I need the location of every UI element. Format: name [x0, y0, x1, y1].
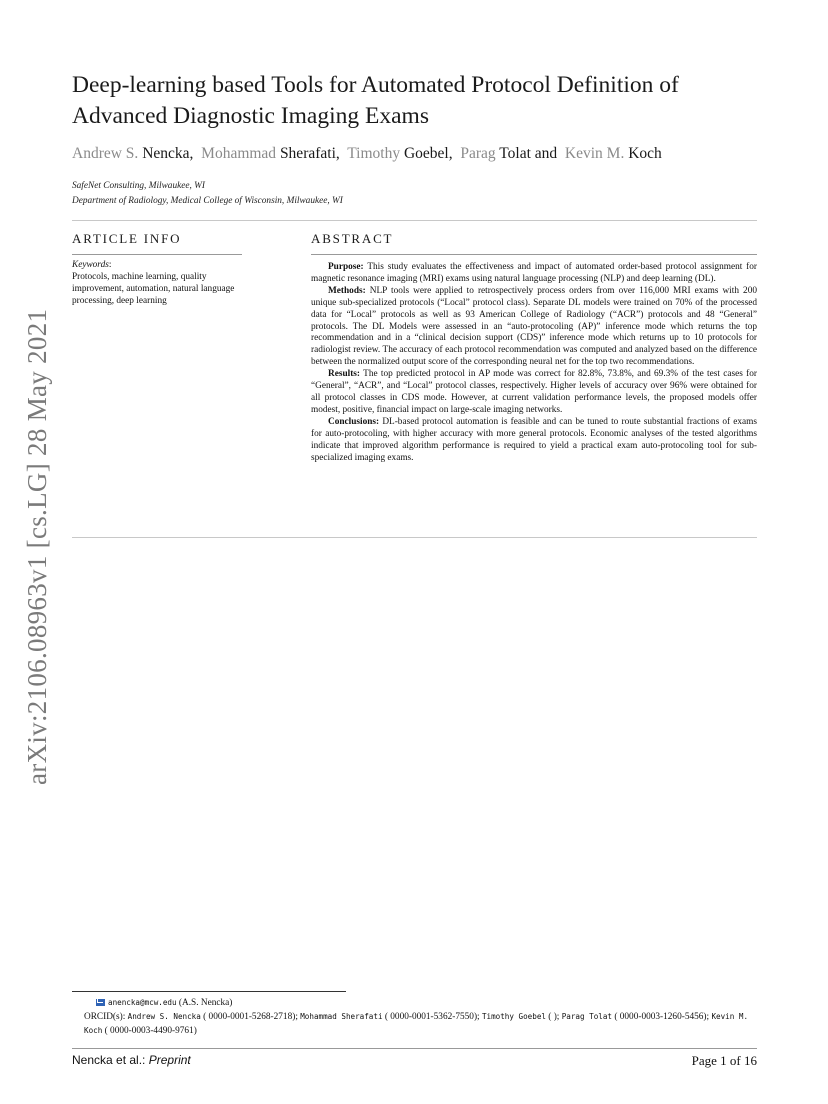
- article-info-rule: [72, 254, 242, 255]
- author-separator: ,: [448, 145, 453, 162]
- article-info-heading: ARTICLE INFO: [72, 231, 182, 246]
- author-given-name: Parag: [460, 145, 496, 162]
- author-email-link[interactable]: anencka@mcw.edu: [108, 998, 177, 1007]
- author-separator: ,: [335, 145, 340, 162]
- abstract-label: Methods:: [328, 285, 366, 296]
- author-family-name: Nencka: [142, 145, 190, 162]
- abstract-label: Purpose:: [328, 262, 364, 272]
- keywords-label: Keywords: [72, 260, 109, 270]
- author-given-name: Mohammad: [201, 145, 277, 162]
- orcid-prefix: ORCID(s):: [84, 1012, 128, 1022]
- footnote-rule: [72, 991, 346, 992]
- orcid-line: [72, 1010, 762, 1038]
- abstract-label: Results:: [328, 369, 361, 380]
- author-separator: ,: [189, 145, 194, 162]
- author-list: [72, 145, 772, 163]
- author-separator: and: [530, 145, 558, 162]
- header-divider: [72, 220, 757, 221]
- abstract-text: NLP tools were applied to retrospectively process orders from over 116,000 MRI exams with 200 unique sub-specialized protocols (“Local” protocol class). Separate DL models were trained on 70% of the processed data for “Local” protocols as well as 93 American College of Radiology (“ACR”) protocols and 48 “General” protocols. The DL Models were assessed in an “auto-protocoling (AP)” inference mode which returns the top recommendation and in a “clinical decision support (CDS)” inference mode which returns up to 10 protocols for radiologist review. The accuracy of each protocol recommendation was computed and analyzed based on the difference between the normalized output score of the corresponding neural net for the top two recommendations.: [311, 285, 757, 368]
- email-note: (A.S. Nencka): [176, 998, 233, 1008]
- orcid-link[interactable]: ( 0000-0003-1260-5456);: [612, 1012, 712, 1022]
- orcid-author: Parag Tolat: [561, 1012, 613, 1021]
- abstract-paragraph-conclusions: [311, 417, 757, 465]
- author-family-name: Koch: [628, 145, 662, 162]
- keywords-text: Protocols, machine learning, quality improvement, automation, natural language processing, deep learning: [72, 272, 235, 306]
- author-given-name: Kevin M.: [564, 145, 625, 162]
- orcid-author: Timothy Goebel: [481, 1012, 546, 1021]
- orcid-link[interactable]: ( );: [545, 1012, 562, 1022]
- arxiv-identifier: arXiv:2106.08963v1 [cs.LG] 28 May 2021: [22, 308, 52, 785]
- title-line-2: Advanced Diagnostic Imaging Exams: [72, 103, 429, 129]
- footnote: [72, 996, 762, 1038]
- keywords-block: Keywords: Protocols, machine learning, quality improvement, automation, natural language processing, deep learning: [72, 260, 235, 306]
- abstract-text: This study evaluates the effectiveness and impact of automated order-based protocol assignment for magnetic resonance imaging (MRI) exams using natural language processing (NLP) and deep learning (DL).: [311, 262, 757, 284]
- footer-status: Preprint: [148, 1053, 191, 1067]
- orcid-author: Kevin M. Koch: [84, 1012, 749, 1035]
- page-number: Page 1 of 16: [691, 1053, 757, 1068]
- orcid-link[interactable]: ( 0000-0001-5362-7550);: [382, 1012, 482, 1022]
- abstract-heading: ABSTRACT: [311, 231, 394, 246]
- footnote-email-line: [72, 996, 762, 1010]
- footer-colon: :: [142, 1053, 149, 1067]
- abstract-end-divider: [72, 537, 757, 538]
- abstract-text: The top predicted protocol in AP mode was correct for 82.8%, 73.8%, and 69.3% of the test cases for “General”, “ACR”, and “Local” protocol classes, respectively. Higher levels of accuracy over 96% were obtained for all protocol classes in CDS mode. However, at current validation performance levels, the proposed models offer modest, positive, financial impact on large-scale imaging networks.: [311, 369, 757, 415]
- orcid-author: Andrew S. Nencka: [127, 1012, 201, 1021]
- affiliation: Department of Radiology, Medical College of Wisconsin, Milwaukee, WI: [72, 196, 343, 206]
- author-given-name: Timothy: [347, 145, 401, 162]
- footer-divider: [72, 1048, 757, 1049]
- author-family-name: Sherafati: [279, 145, 336, 162]
- orcid-link[interactable]: ( 0000-0001-5268-2718);: [200, 1012, 301, 1022]
- orcid-link[interactable]: ( 0000-0003-4490-9761): [102, 1026, 197, 1036]
- author-family-name: Tolat: [499, 145, 531, 162]
- abstract-paragraph-purpose: [311, 262, 757, 286]
- affiliation: SafeNet Consulting, Milwaukee, WI: [72, 181, 205, 191]
- footer-authors: Nencka et al.: [72, 1053, 143, 1067]
- paper-title: [72, 70, 772, 132]
- orcid-author: Mohammad Sherafati: [300, 1012, 383, 1021]
- title-line-1: Deep-learning based Tools for Automated Protocol Definition of: [72, 72, 679, 98]
- running-footer-left: [72, 1053, 191, 1067]
- abstract-body: [311, 262, 757, 464]
- author-given-name: Andrew S.: [72, 145, 139, 162]
- author-family-name: Goebel: [403, 145, 449, 162]
- abstract-text: DL-based protocol automation is feasible and can be tuned to route substantial fractions of exams for auto-protocoling, with higher accuracy with more general protocols. Economic analyses of the tested algorithms indicate that improved algorithm performance is required to yield a practical exam auto-protocoling tool for sub-specialized imaging exams.: [311, 416, 757, 463]
- abstract-label: Conclusions:: [328, 416, 380, 427]
- abstract-paragraph-results: [311, 369, 757, 417]
- abstract-rule: [311, 254, 757, 255]
- abstract-paragraph-methods: [311, 286, 757, 369]
- envelope-icon: [96, 999, 105, 1006]
